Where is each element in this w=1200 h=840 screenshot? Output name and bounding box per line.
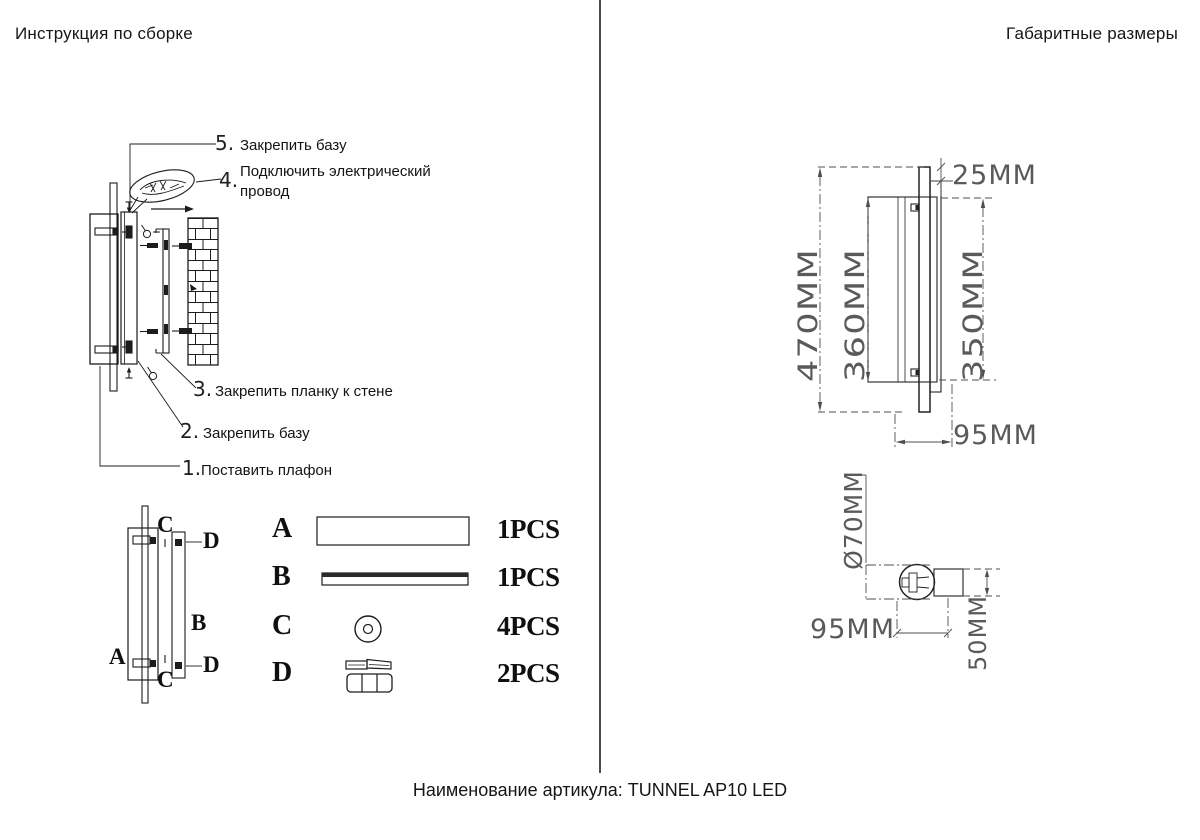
step-4-number: 4. bbox=[219, 168, 239, 192]
step-4-text: Подключить электрический провод bbox=[240, 163, 431, 201]
shade-outline bbox=[90, 214, 118, 364]
screw-sketch-icons bbox=[142, 225, 161, 380]
step-5-number: 5. bbox=[215, 131, 235, 155]
dim-350mm: 350MM bbox=[957, 247, 989, 383]
screw-nut-icon bbox=[346, 660, 392, 693]
exploded-shade bbox=[128, 528, 158, 680]
exploded-strip bbox=[172, 532, 185, 678]
top-view-arm bbox=[934, 569, 963, 596]
part-row-c-letter: C bbox=[272, 610, 293, 641]
side-wall-bracket bbox=[930, 181, 941, 392]
mounting-strip bbox=[140, 229, 169, 353]
part-row-b-letter: B bbox=[272, 561, 291, 592]
part-row-b-qty: 1PCS bbox=[497, 562, 560, 592]
top-dimension-labels bbox=[810, 470, 992, 671]
part-row-c-qty: 4PCS bbox=[497, 611, 560, 641]
article-name: Наименование артикула: TUNNEL AP10 LED bbox=[412, 780, 788, 800]
part-row-a-letter: A bbox=[272, 513, 293, 544]
dim-95mm-side: 95MM bbox=[953, 420, 1038, 451]
assembly-diagram bbox=[90, 144, 221, 466]
side-view-drawing bbox=[793, 158, 1038, 451]
label-c-bottom: C bbox=[157, 667, 174, 692]
part-row-d-qty: 2PCS bbox=[497, 658, 560, 688]
brick-wall bbox=[172, 218, 218, 365]
label-c-top: C bbox=[157, 512, 174, 537]
right-section-title: Габаритные размеры bbox=[1006, 24, 1178, 43]
step-2-text: Закрепить базу bbox=[203, 425, 310, 442]
part-row-d-letter: D bbox=[272, 657, 293, 688]
label-d-bottom: D bbox=[203, 652, 220, 677]
part-row-a-qty: 1PCS bbox=[497, 514, 560, 544]
step-3-number: 3. bbox=[193, 377, 213, 401]
dim-95mm-top: 95MM bbox=[810, 614, 895, 645]
strip-icon bbox=[322, 573, 468, 585]
dim-25mm: 25MM bbox=[952, 160, 1037, 191]
side-shade-body bbox=[868, 197, 937, 382]
dim-diameter-70mm: Ø70MM bbox=[839, 470, 868, 570]
dim-470mm: 470MM bbox=[792, 247, 824, 383]
dim-360mm: 360MM bbox=[839, 247, 871, 383]
dim-50mm: 50MM bbox=[964, 595, 992, 671]
base-plate bbox=[121, 202, 137, 378]
top-view-mount-detail bbox=[902, 573, 929, 592]
washer-icon bbox=[355, 616, 381, 642]
label-b: B bbox=[191, 610, 207, 635]
label-a: A bbox=[109, 644, 126, 669]
panel-icon bbox=[317, 517, 469, 545]
wire-sketch bbox=[140, 180, 186, 194]
parts-icons bbox=[317, 517, 469, 692]
side-tube bbox=[919, 167, 930, 412]
top-view-drawing bbox=[810, 470, 1000, 671]
left-section-title: Инструкция по сборке bbox=[15, 24, 193, 43]
wire-bubble bbox=[126, 164, 197, 213]
step-1-number: 1. bbox=[182, 456, 202, 480]
step-2-number: 2. bbox=[180, 419, 200, 443]
direction-arrow bbox=[151, 206, 194, 213]
step-5-text: Закрепить базу bbox=[240, 137, 347, 154]
step-1-text: Поставить плафон bbox=[201, 462, 333, 479]
step-3-text: Закрепить планку к стене bbox=[215, 383, 393, 400]
label-d-top: D bbox=[203, 528, 220, 553]
